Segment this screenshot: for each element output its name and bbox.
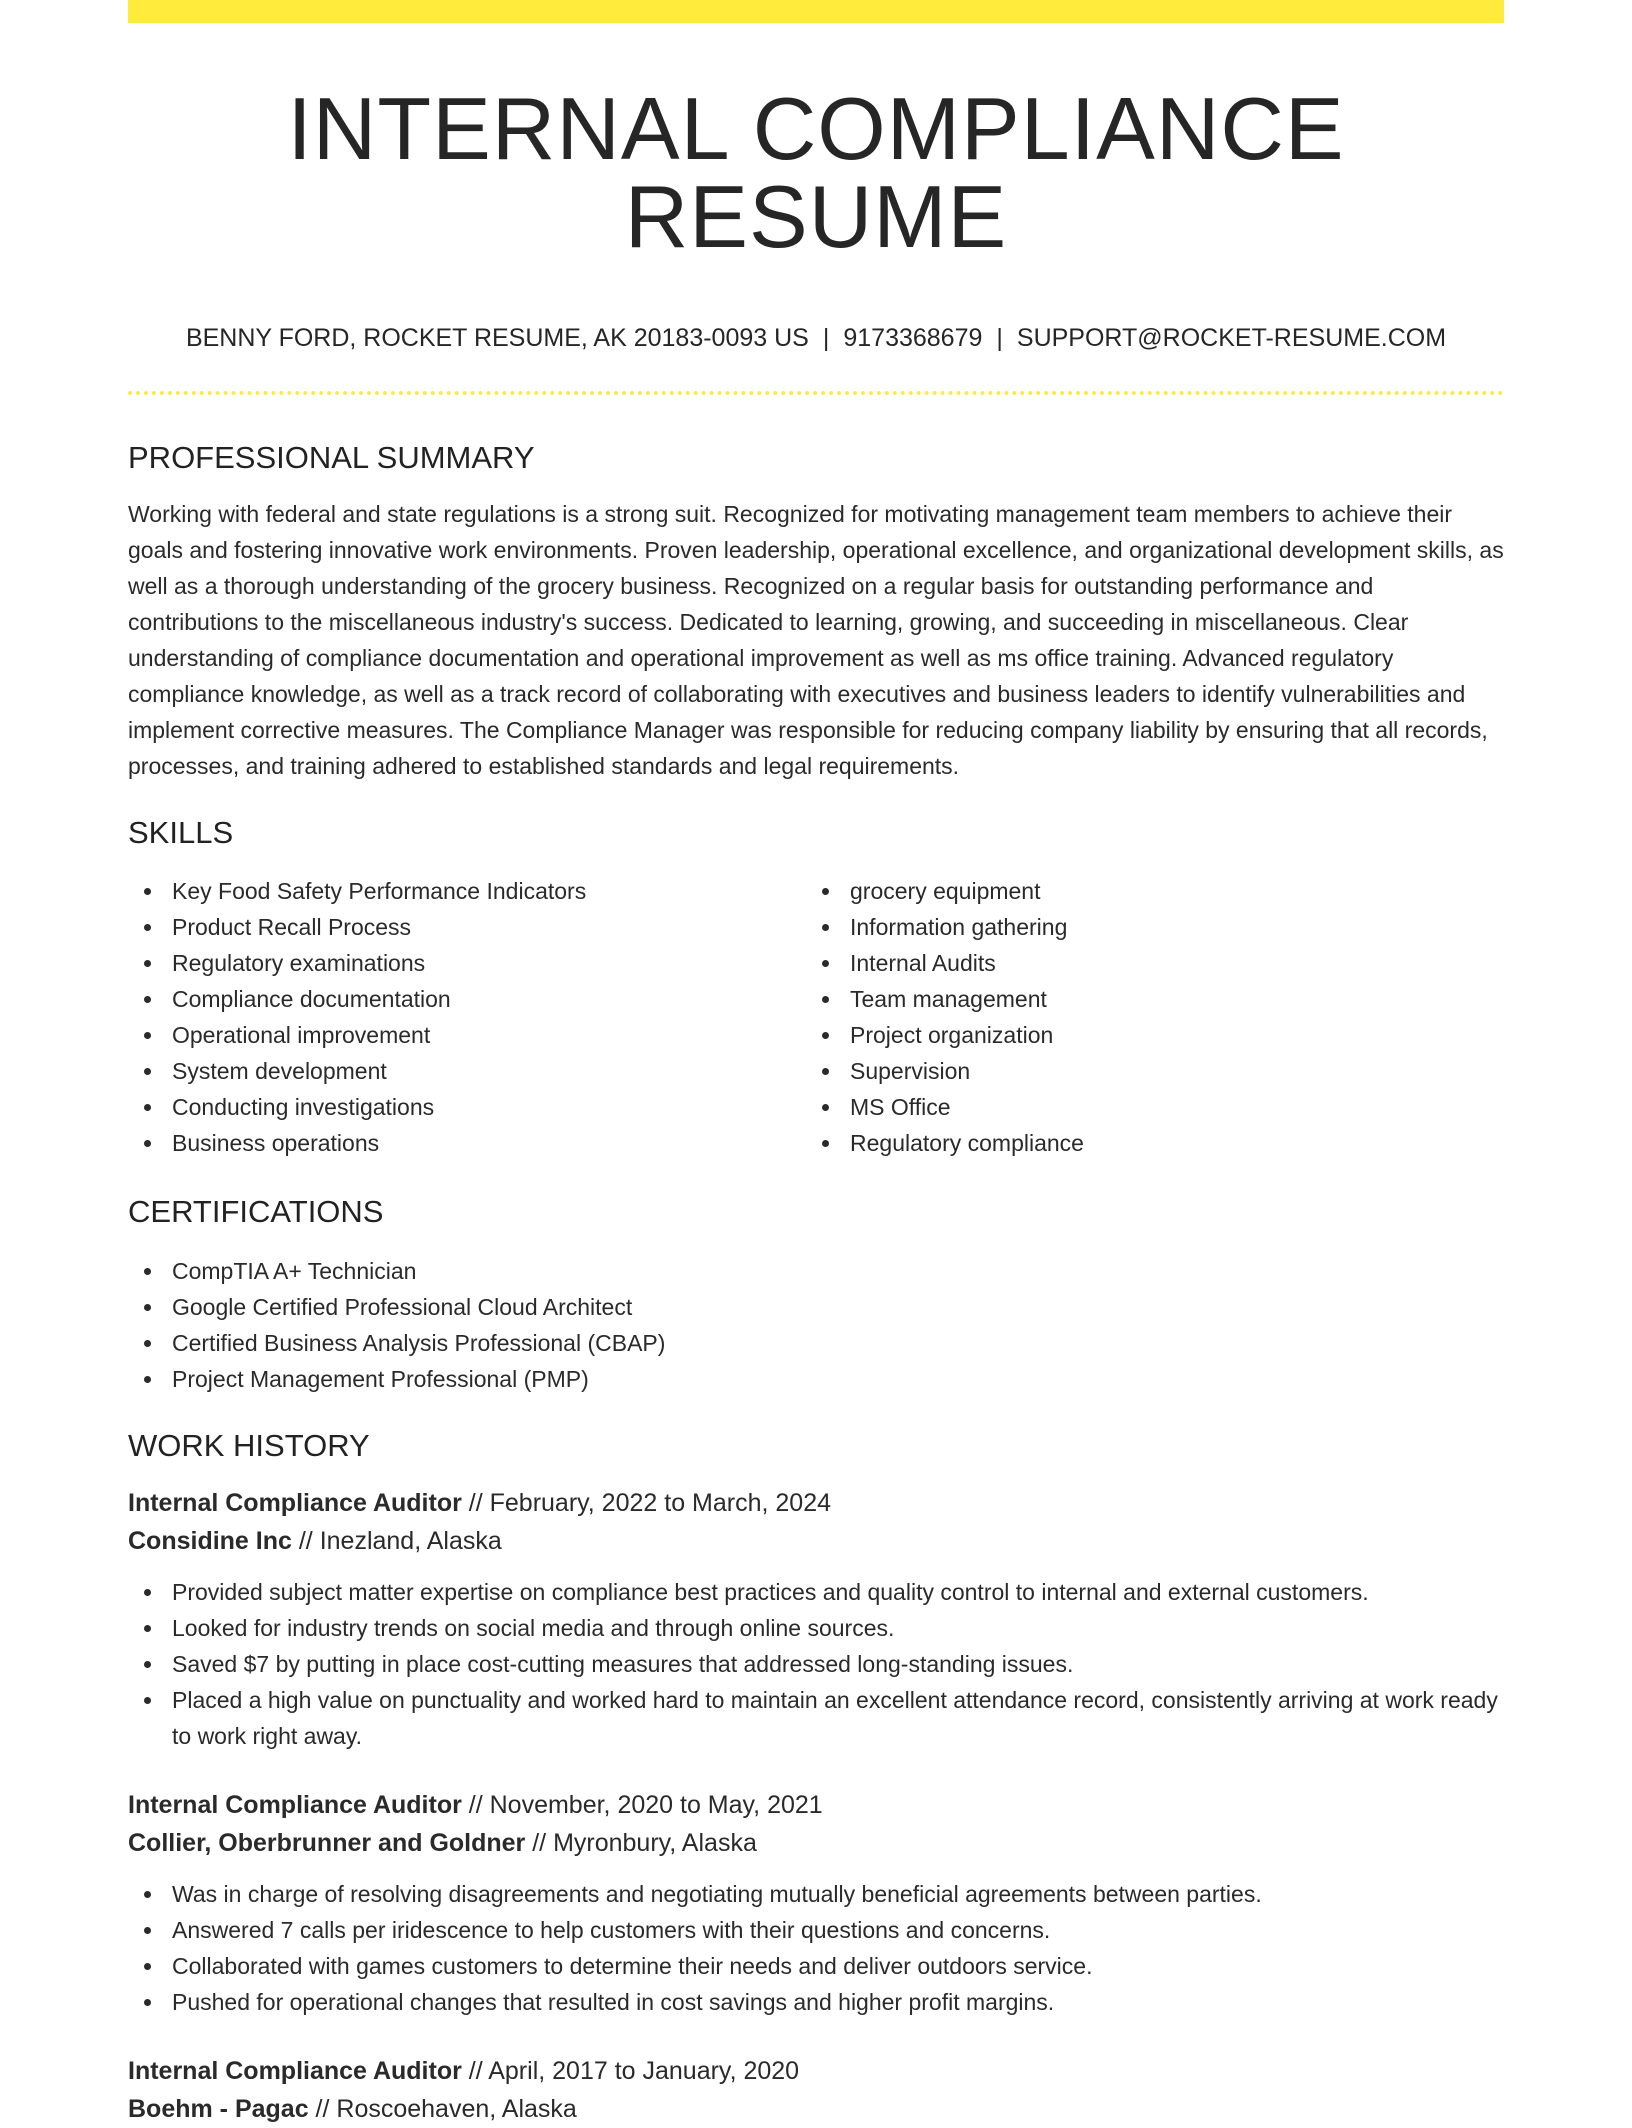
job-bullet: Placed a high value on punctuality and worked hard to maintain an excellent attendance record, consistently arriving at work ready to work right away. — [172, 1682, 1504, 1754]
summary-heading: PROFESSIONAL SUMMARY — [128, 440, 535, 475]
skills-column-left — [128, 873, 806, 1161]
job-bullet-list — [128, 1574, 1504, 1754]
job-company: Considine Inc — [128, 1526, 292, 1555]
work-history-heading: WORK HISTORY — [128, 1427, 370, 1463]
job-entry — [128, 2052, 1504, 2128]
job-title: Internal Compliance Auditor — [128, 1790, 462, 1819]
contact-address: BENNY FORD, ROCKET RESUME, AK 20183-0093 US — [185, 324, 809, 352]
certifications-heading: CERTIFICATIONS — [128, 1194, 384, 1230]
job-company: Boehm - Pagac — [128, 2094, 309, 2123]
contact-separator: | — [822, 324, 830, 352]
contact-separator: | — [996, 324, 1003, 352]
certification-item: Certified Business Analysis Professional (CBAP) — [172, 1325, 1504, 1361]
job-bullet-list — [128, 1876, 1504, 2020]
certification-item: Project Management Professional (PMP) — [172, 1361, 1504, 1397]
skill-item: Supervision — [850, 1053, 1484, 1089]
job-bullet: Saved $7 by putting in place cost-cutting measures that addressed long-standing issues. — [172, 1646, 1504, 1682]
skill-item: Information gathering — [850, 909, 1484, 945]
skill-item: Regulatory examinations — [172, 945, 806, 981]
resume-page — [128, 0, 1504, 2128]
skill-item: Operational improvement — [172, 1017, 806, 1053]
job-title-line — [128, 2052, 1504, 2090]
job-title-line — [128, 1786, 1504, 1824]
skill-item: Product Recall Process — [172, 909, 806, 945]
job-location: // Inezland, Alaska — [291, 1526, 502, 1555]
summary-text: Working with federal and state regulations is a strong suit. Recognized for motivating management team members to achieve their goals and fostering innovative work environments. Proven leadership, operational excellence, and organizational development skills, as well as a thorough understanding of the grocery business. Recognized on a regular basis for outstanding performance and contributions to the miscellaneous industry's success. Dedicated to learning, growing, and succeeding in miscellaneous. Clear understanding of compliance documentation and operational improvement as well as ms office training. Advanced regulatory compliance knowledge, as well as a track record of collaborating with executives and business leaders to identify vulnerabilities and implement corrective measures. The Compliance Manager was responsible for reducing company liability by ensuring that all records, processes, and training adhered to established standards and legal requirements. — [128, 501, 1504, 780]
job-bullet: Answered 7 calls per iridescence to help customers with their questions and concerns. — [172, 1912, 1504, 1948]
header-divider — [128, 391, 1504, 395]
skill-item: MS Office — [850, 1089, 1484, 1125]
skill-item: Key Food Safety Performance Indicators — [172, 873, 806, 909]
job-entry — [128, 1786, 1504, 2020]
job-bullet: Provided subject matter expertise on compliance best practices and quality control to internal and external customers. — [172, 1574, 1504, 1610]
skill-item: Team management — [850, 981, 1484, 1017]
skill-item: Regulatory compliance — [850, 1125, 1484, 1161]
skill-item: System development — [172, 1053, 806, 1089]
contact-email[interactable]: SUPPORT@ROCKET-RESUME.COM — [1016, 324, 1447, 352]
certifications-list — [128, 1253, 1504, 1397]
job-title: Internal Compliance Auditor — [128, 1488, 462, 1517]
job-title-line — [128, 1484, 1504, 1522]
job-dates: // April, 2017 to January, 2020 — [461, 2056, 800, 2085]
job-entry — [128, 1484, 1504, 1754]
resume-title: INTERNAL COMPLIANCE RESUME — [287, 79, 1345, 266]
job-bullet: Collaborated with games customers to determine their needs and deliver outdoors service. — [172, 1948, 1504, 1984]
job-location: // Myronbury, Alaska — [525, 1828, 757, 1857]
job-bullet: Pushed for operational changes that resulted in cost savings and higher profit margins. — [172, 1984, 1504, 2020]
job-company-line — [128, 1824, 1504, 1862]
skill-item: Conducting investigations — [172, 1089, 806, 1125]
job-dates: // February, 2022 to March, 2024 — [461, 1488, 832, 1517]
skills-heading: SKILLS — [128, 815, 234, 851]
skill-item: Project organization — [850, 1017, 1484, 1053]
skill-item: Business operations — [172, 1125, 806, 1161]
job-company-line — [128, 1522, 1504, 1560]
skill-item: grocery equipment — [850, 873, 1484, 909]
job-company-line — [128, 2090, 1504, 2128]
skill-item: Internal Audits — [850, 945, 1484, 981]
skills-list — [128, 873, 1504, 1161]
job-company: Collier, Oberbrunner and Goldner — [128, 1828, 526, 1857]
skill-item: Compliance documentation — [172, 981, 806, 1017]
job-bullet: Was in charge of resolving disagreements and negotiating mutually beneficial agreements between parties. — [172, 1876, 1504, 1912]
job-dates: // November, 2020 to May, 2021 — [461, 1790, 823, 1819]
contact-phone[interactable]: 9173368679 — [843, 324, 983, 352]
job-location: // Roscoehaven, Alaska — [308, 2094, 577, 2123]
job-title: Internal Compliance Auditor — [128, 2056, 462, 2085]
certification-item: CompTIA A+ Technician — [172, 1253, 1504, 1289]
certification-item: Google Certified Professional Cloud Architect — [172, 1289, 1504, 1325]
top-accent-bar — [128, 0, 1504, 23]
job-bullet: Looked for industry trends on social media and through online sources. — [172, 1610, 1504, 1646]
contact-line — [128, 323, 1504, 353]
skills-column-right — [806, 873, 1484, 1161]
